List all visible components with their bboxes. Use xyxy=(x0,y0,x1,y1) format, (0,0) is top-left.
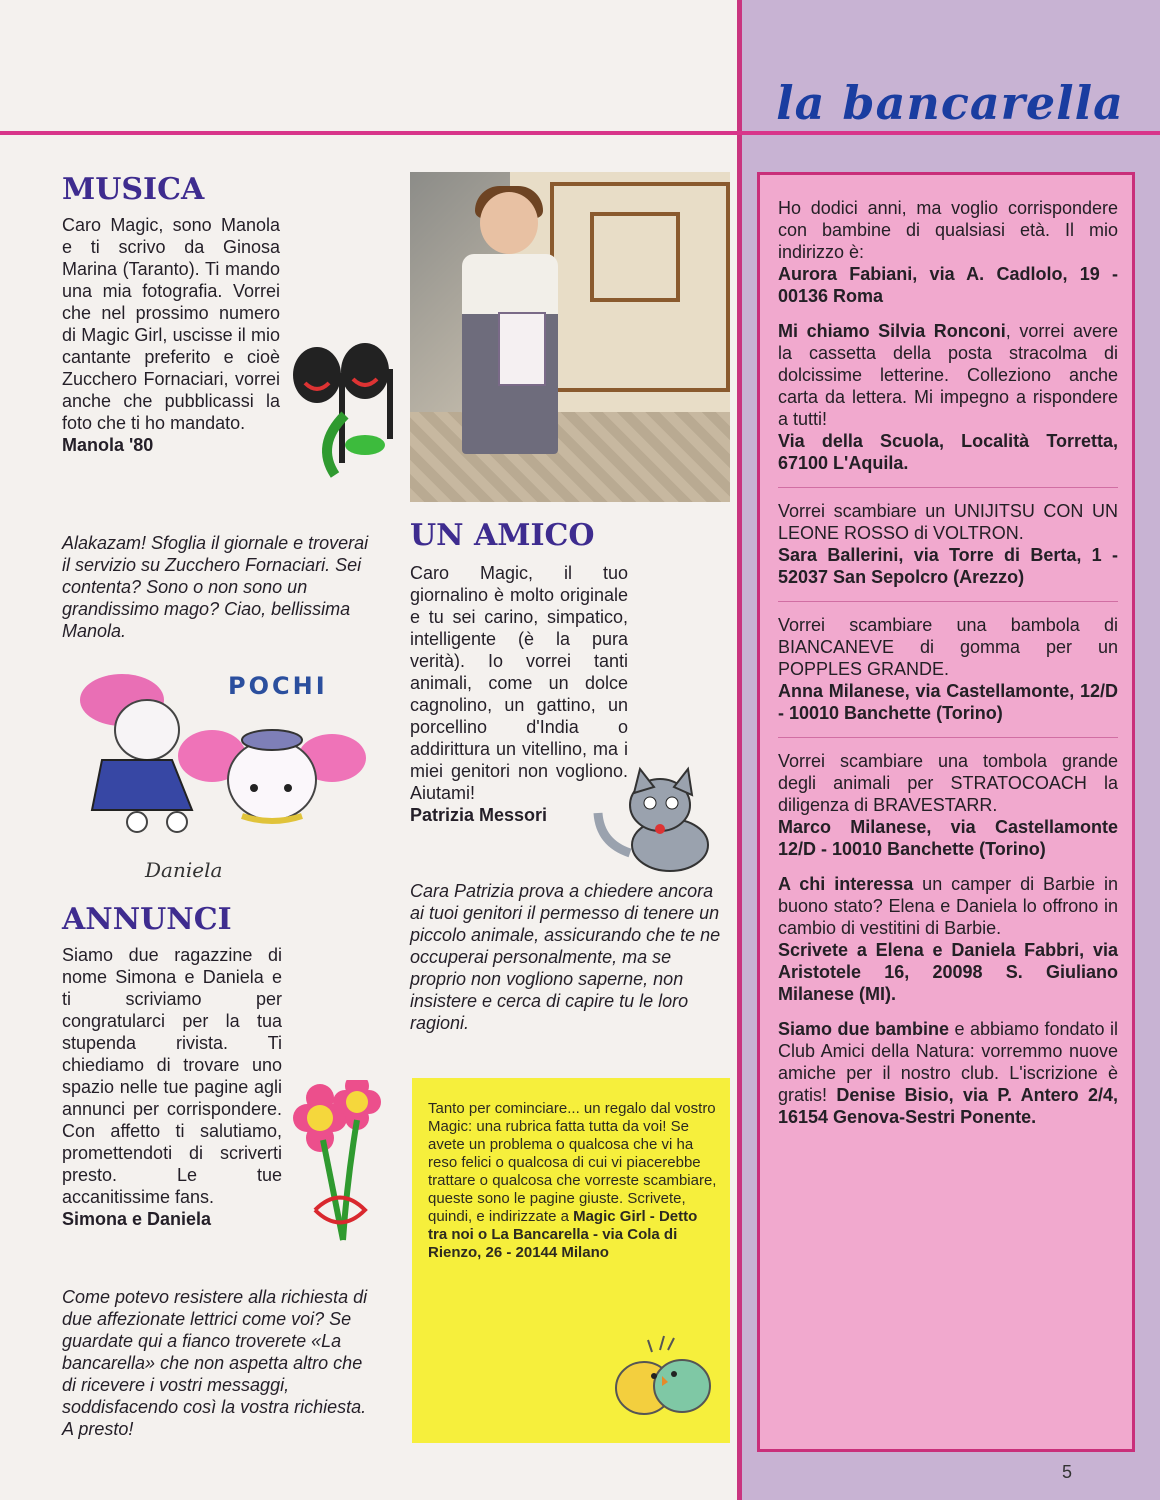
drawing-title: POCHI xyxy=(228,672,328,700)
pochi-drawing xyxy=(62,660,372,860)
ad-2-address: Via della Scuola, Località Torretta, 67100 L'Aquila. xyxy=(778,431,1118,473)
ad-5-address: Marco Milanese, via Castellamonte 12/D - 10010 Banchette (Torino) xyxy=(778,817,1118,859)
ad-7: Siamo due bambine e abbiamo fondato il Club Amici della Natura: vorremmo nuove amiche per il nostro club. L'iscrizione è gratis! Denise Bisio, via P. Antero 2/4, 16154 Genova-Sestri Ponente. xyxy=(778,1019,1118,1127)
musica-text: Caro Magic, sono Manola e ti scrivo da Ginosa Marina (Taranto). Ti mando una mia fotografia. Vorrei che nel prossimo numero di Magic Girl, uscisse il mio cantante preferito e cioè Zucchero Fornaciari, vorrei anche che pubblicassi la foto che ti ho mandato. xyxy=(62,215,280,433)
info-box-intro: Tanto per cominciare... un regalo dal vostro Magic: una rubrica fatta tutta da voi! Se avete un problema o qualcosa che vi ha reso felici o qualcosa di cui vi piacerebbe trattare o qualcosa che vorreste scambiare, queste sono le pagine giuste. Scrivete, quindi, e indirizzate a xyxy=(428,1100,717,1225)
section-title: la bancarella xyxy=(776,76,1124,130)
separator xyxy=(778,487,1118,488)
info-box-text xyxy=(428,1100,718,1262)
ad-7-address: Denise Bisio, via P. Antero 2/4, 16154 Genova-Sestri Ponente. xyxy=(778,1085,1118,1127)
panel-divider xyxy=(737,0,742,1500)
ad-4: Vorrei scambiare una bambola di BIANCANEVE di gomma per un POPPLES GRANDE. Anna Milanese, via Castellamonte, 12/D - 10010 Banchette (Torino) xyxy=(778,615,1118,723)
announcements-box xyxy=(757,172,1135,1452)
kitten-icon xyxy=(590,765,720,875)
un-amico-signature: Patrizia Messori xyxy=(410,805,548,825)
flowers-icon xyxy=(285,1080,390,1265)
birds-icon xyxy=(604,1328,719,1428)
ad-5: Vorrei scambiare una tombola grande degli animali per STRATOCOACH la diligenza di BRAVESTARR. Marco Milanese, via Castellamonte 12/D - 10010 Banchette (Torino) xyxy=(778,751,1118,859)
annunci-text: Siamo due ragazzine di nome Simona e Daniela e ti scriviamo per congratularci per la tua stupenda rivista. Ti chiediamo di trovare uno spazio nelle tue pagine agli annunci per corrispondere. Con affetto ti salutiamo, promettendoti di scriverti presto. Le tue accanitissime fans. xyxy=(62,945,282,1207)
separator xyxy=(778,737,1118,738)
top-rule xyxy=(0,131,1160,135)
music-notes-icon xyxy=(285,335,400,485)
un-amico-heading: UN AMICO xyxy=(410,518,595,553)
annunci-letter xyxy=(62,944,282,1230)
ad-1-address: Aurora Fabiani, via A. Cadlolo, 19 - 00136 Roma xyxy=(778,264,1118,306)
ad-6: A chi interessa un camper di Barbie in buono stato? Elena e Daniela lo offrono in cambio di vestitini di Barbie. Scrivete a Elena e Daniela Fabbri, via Aristotele 16, 20098 S. Giuliano Milanese (MI). xyxy=(778,874,1118,1004)
ad-6-address: Scrivete a Elena e Daniela Fabbri, via Aristotele 16, 20098 S. Giuliano Milanese (MI). xyxy=(778,940,1118,1004)
drawing-signature: Daniela xyxy=(145,858,223,882)
info-box-address: Magic Girl - Detto tra noi o La Bancarella - via Cola di Rienzo, 26 - 20144 Milano xyxy=(428,1208,698,1261)
separator xyxy=(778,601,1118,602)
musica-signature: Manola '80 xyxy=(62,435,154,455)
page-number: 5 xyxy=(1062,1462,1073,1482)
un-amico-text: Caro Magic, il tuo giornalino è molto originale e tu sei carino, simpatico, intelligente (è la pura verità). Io vorrei tanti animali, come un dolce cagnolino, un gattino, un porcellino d'India o addirittura un vitellino, ma i miei genitori non vogliono. Aiutami! xyxy=(410,563,628,803)
annunci-signature: Simona e Daniela xyxy=(62,1209,212,1229)
musica-reply: Alakazam! Sfoglia il giornale e troverai il servizio su Zucchero Fornaciari. Sei contenta? Sono o non sono un grandissimo mago? Ciao, bellissima Manola. xyxy=(62,533,369,641)
info-box xyxy=(412,1078,730,1443)
annunci-heading: ANNUNCI xyxy=(62,902,232,937)
reader-photo xyxy=(410,172,730,502)
ad-1: Ho dodici anni, ma voglio corrispondere con bambine di qualsiasi età. Il mio indirizzo è: Aurora Fabiani, via A. Cadlolo, 19 - 00136 Roma xyxy=(778,198,1118,306)
annunci-reply: Come potevo resistere alla richiesta di due affezionate lettrici come voi? Se guardate qui a fianco troverete «La bancarella» che non aspetta altro che di ricevere i vostri messaggi, soddisfacendo così la vostra richiesta. A presto! xyxy=(62,1287,368,1439)
ad-3: Vorrei scambiare un UNIJITSU CON UN LEONE ROSSO di VOLTRON. Sara Ballerini, via Torre di Berta, 1 - 52037 San Sepolcro (Arezzo) xyxy=(778,501,1118,587)
ad-4-address: Anna Milanese, via Castellamonte, 12/D - 10010 Banchette (Torino) xyxy=(778,681,1118,723)
ad-3-address: Sara Ballerini, via Torre di Berta, 1 - 52037 San Sepolcro (Arezzo) xyxy=(778,545,1118,587)
un-amico-reply: Cara Patrizia prova a chiedere ancora ai tuoi genitori il permesso di tenere un piccolo animale, assicurando che te ne occuperai personalmente, ma se proprio non vogliono saperne, non insistere e cerca di capire tu le loro ragioni. xyxy=(410,881,721,1033)
ad-2: Mi chiamo Silvia Ronconi, vorrei avere la cassetta della posta stracolma di dolcissime letterine. Colleziono anche carta da lettera. Mi impegno a rispondere a tutti! Via della Scuola, Località Torretta, 67100 L'Aquila. xyxy=(778,321,1118,473)
musica-letter xyxy=(62,214,280,456)
musica-heading: MUSICA xyxy=(62,172,205,207)
